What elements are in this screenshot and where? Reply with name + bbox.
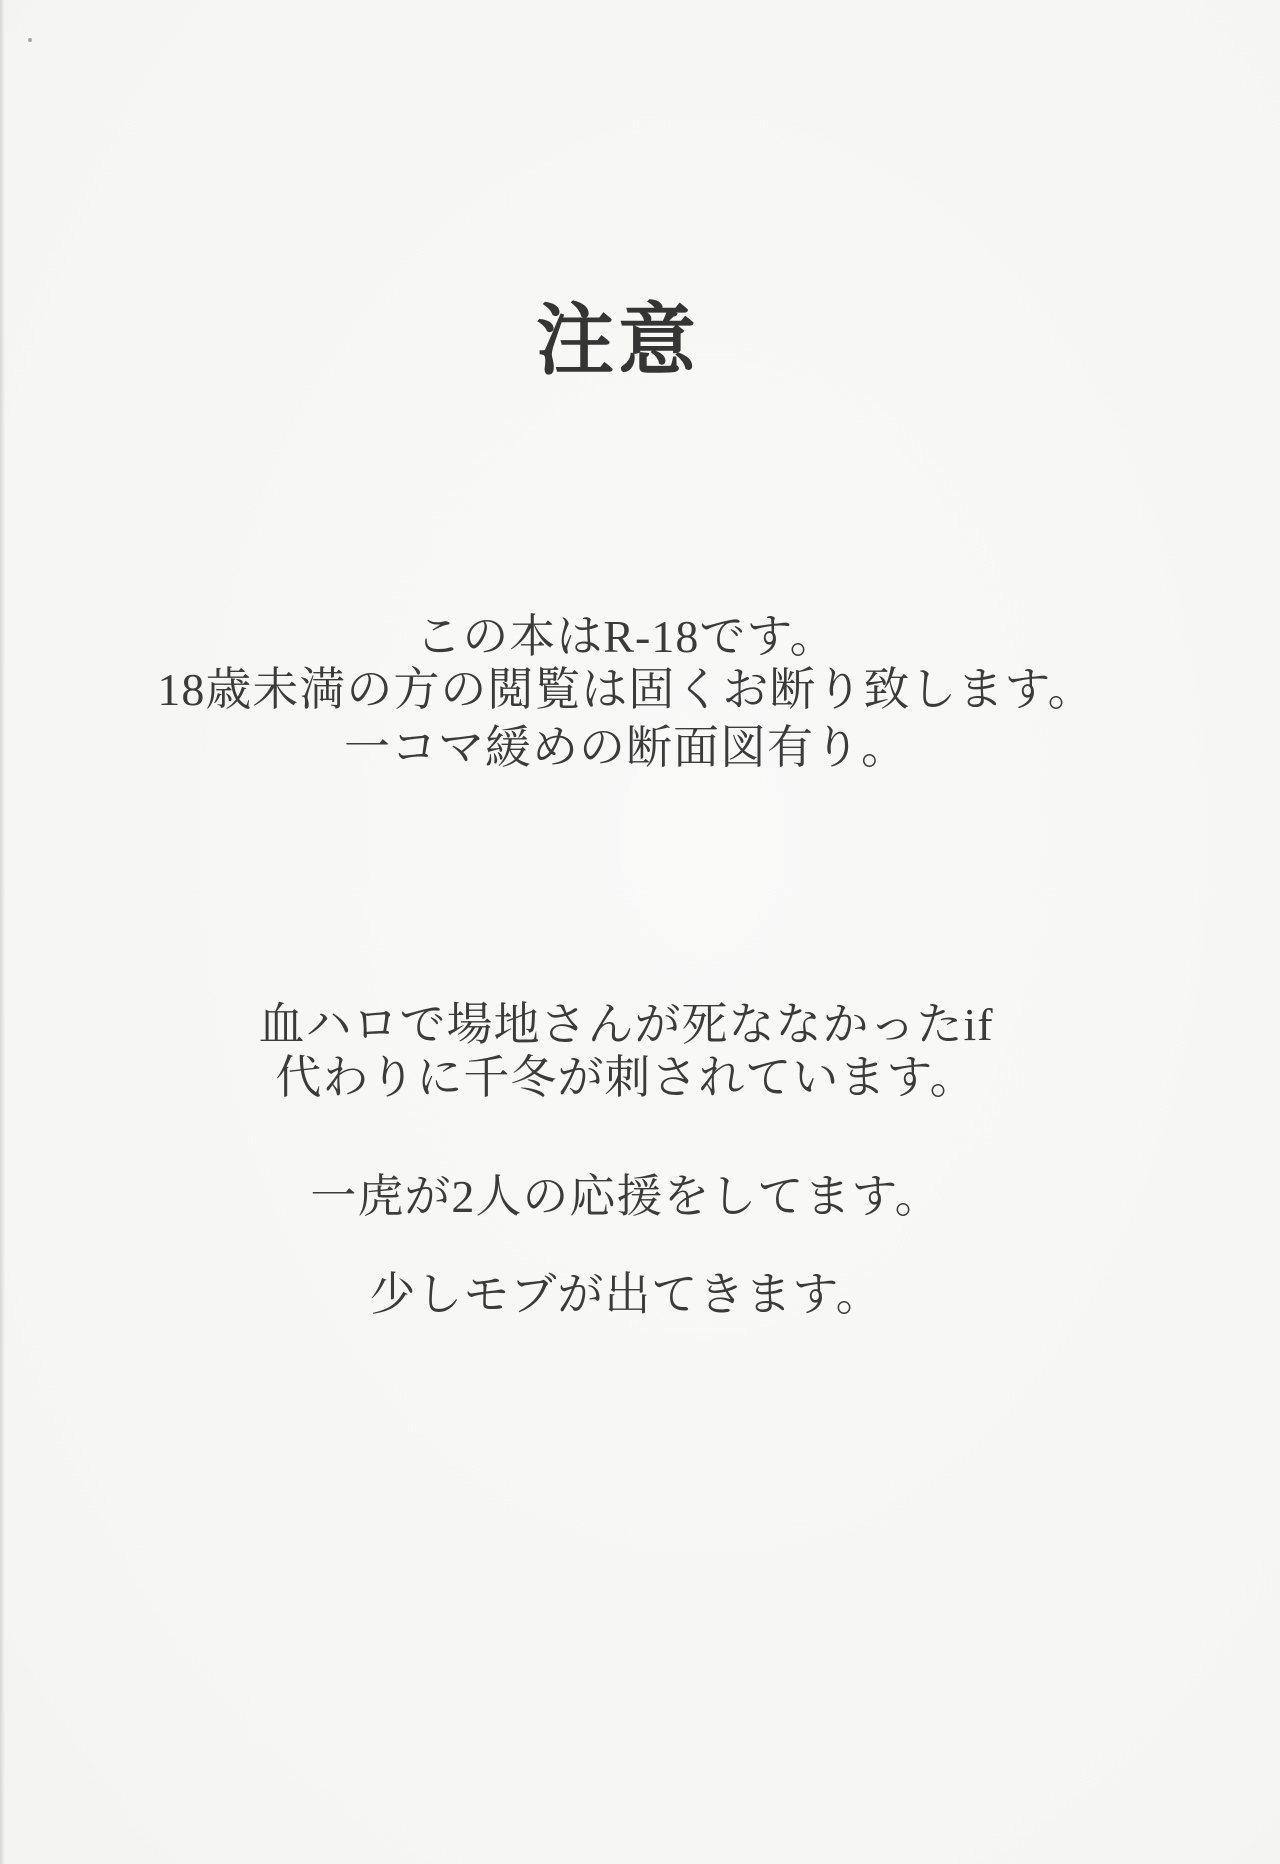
notice-line-age-restriction: 18歳未満の方の閲覧は固くお断り致します。 bbox=[157, 664, 1095, 715]
notice-line-rating: この本はR-18です。 bbox=[415, 611, 837, 662]
page-title: 注意 bbox=[535, 296, 700, 384]
description-line-substitute: 代わりに千冬が刺されています。 bbox=[275, 1052, 977, 1103]
scan-dust-speck bbox=[28, 38, 32, 42]
extra-line-support: 一虎が2人の応援をしてます。 bbox=[310, 1171, 942, 1222]
description-line-premise: 血ハロで場地さんが死ななかったif bbox=[258, 999, 994, 1050]
notice-line-content-warning: 一コマ緩めの断面図有り。 bbox=[344, 722, 908, 773]
extra-line-mobs: 少しモブが出てきます。 bbox=[369, 1269, 883, 1320]
